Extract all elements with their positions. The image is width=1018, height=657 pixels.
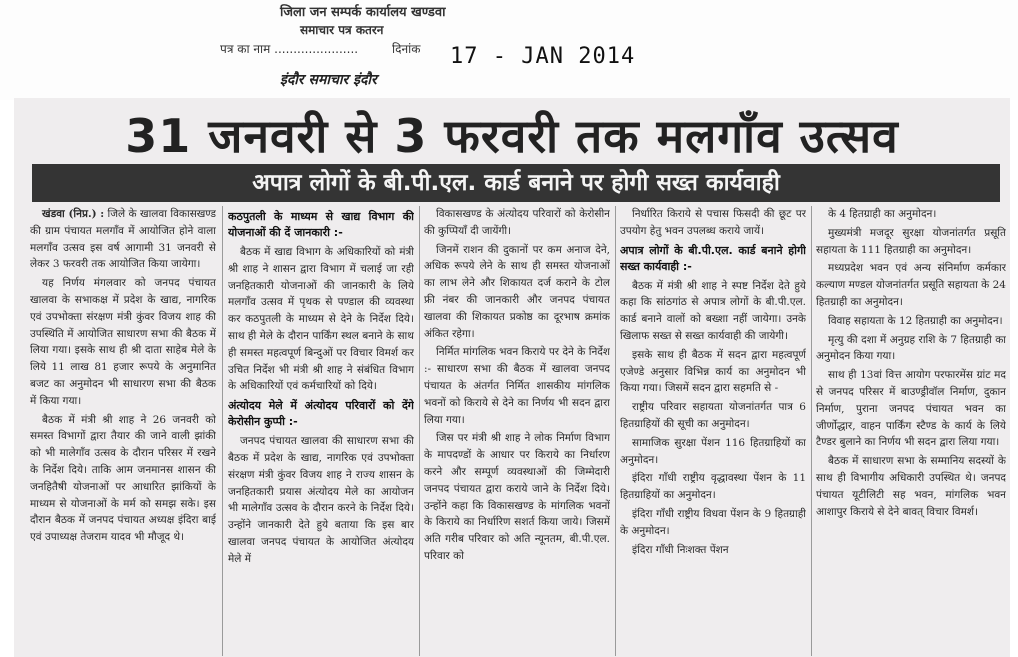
paragraph: इंदिरा गाँधी निःशक्त पेंशन bbox=[632, 543, 729, 556]
stamp-newspaper-label: पत्र का नाम ...................... bbox=[220, 42, 359, 56]
paragraph: मृत्यु की दशा में अनुग्रह राशि के 7 हितग्राही का अनुमोदन किया गया। bbox=[816, 333, 1006, 363]
paragraph: जिले के खालवा विकासखण्ड की ग्राम पंचायत मलगाँव में आयोजित होने वाला मलगाँव उत्सव इस वर्ष आगामी 31 जनवरी से लेकर 3 फरवरी तक आयोजित किया जायेगा। bbox=[30, 208, 216, 271]
paragraph: इसके साथ ही बैठक में सदन द्वारा महत्वपूर्ण एजेण्डे अनुसार विभिन्न कार्य का अनुमोदन भी किया गया। जिसमें सदन द्वारा सहमति से - bbox=[620, 348, 806, 395]
paragraph: इंदिरा गाँधी राष्ट्रीय वृद्धावस्था पेंशन के 11 हितग्राहियों का अनुमोदन। bbox=[620, 472, 806, 502]
section-heading: अंत्योदय मेले में अंत्योदय परिवारों को देंगे केरोसीन कुप्पी :- bbox=[228, 399, 414, 429]
column-divider bbox=[419, 206, 420, 656]
paragraph: राष्ट्रीय परिवार सहायता योजनांतर्गत पात्र 6 हितग्राहियों की सूची का अनुमोदन। bbox=[620, 401, 806, 430]
paragraph: बैठक में साधारण सभा के सम्मानिय सदस्यों के साथ ही विभागीय अधिकारी उपस्थित थे। जनपद पंचायत यूटीलिटी सह भवन, मांगलिक भवन आशापुर किराये से देने बावत् विचार विमर्श। bbox=[816, 455, 1006, 518]
article-column-2 bbox=[228, 206, 414, 656]
paragraph: जिस पर मंत्री श्री शाह ने लोक निर्माण विभाग के मापदण्डों के आधार पर किराये का निर्धारण करने और सम्पूर्ण व्यवस्थाओं की जिम्मेदारी जनपद पंचायत द्वारा कराये जाने के निर्देश दिये। उन्होंने कहा कि विकासखण्ड के मांगलिक भवनों के किराये का निर्धारिण सशर्त किया जाये। जिसमें अति गरीब परिवार को अति न्यूनतम, बी.पी.एल. परिवार को bbox=[424, 432, 610, 562]
paragraph: जिनमें राशन की दुकानों पर कम अनाज देने, अधिक रूपये लेने के साथ ही समस्त योजनाओं का लाभ लेने और शिकायत दर्ज कराने के टोल फ्री नंबर की जानकारी और जनपद पंचायत खालवा की शिकायत प्रकोष्ठ का दूरभाष क्रमांक अंकित रहेगा। bbox=[424, 243, 610, 340]
paragraph: मुख्यमंत्री मजदूर सुरक्षा योजनांतर्गत प्रसूति सहायता के 111 हितग्राही का अनुमोदन। bbox=[816, 226, 1006, 256]
dateline: खंडवा (निप्र.) : bbox=[42, 208, 105, 220]
clipping-header-paper bbox=[0, 0, 1018, 100]
paragraph: इंदिरा गाँधी राष्ट्रीय विधवा पेंशन के 9 हितग्राही के अनुमोदन। bbox=[620, 507, 806, 537]
article-column-5 bbox=[816, 206, 1006, 656]
column-divider bbox=[811, 206, 812, 656]
paragraph: यह निर्णय मंगलवार को जनपद पंचायत खालवा के सभाकक्ष में प्रदेश के खाद्य, नागरिक एवं उपभोक्ता संरक्षण मंत्री कुंवर विजय शाह की उपस्थिति में आयोजित साधारण सभा की बैठक में लिया गया। इसके साथ ही श्री दाता साहेब मेले के लिये 11 लाख 81 हजार रूपये के अनुमानित बजट का अनुमोदन भी साधारण सभा की बैठक में किया गया। bbox=[30, 277, 216, 407]
section-heading: अपात्र लोगों के बी.पी.एल. कार्ड बनाने होगी सख्त कार्यवाही :- bbox=[620, 243, 806, 273]
paragraph: निर्मित मांगलिक भवन किराये पर देने के निर्देश :- साधारण सभा की बैठक में खालवा जनपद पंचायत के अंतर्गत निर्मित शासकीय मांगलिक भवनों को किराये से देने का निर्णय भी सदन द्वारा लिया गया। bbox=[424, 346, 610, 426]
column-divider bbox=[615, 206, 616, 656]
article-headline: 31 जनवरी से 3 फरवरी तक मलगाँव उत्सव bbox=[125, 109, 899, 163]
paragraph: साथ ही 13वां वित्त आयोग परफारमेंस ग्रांट मद से जनपद परिसर में बाउण्ड्रीवॉल निर्माण, दुकान निर्माण, पुराना जनपद पंचायत भवन का जीर्णोद्धार, वाहन पार्किंग स्टैण्ड के कार्य के लिये टैण्डर बुलाने का निर्णय भी सदन द्वारा लिया गया। bbox=[816, 369, 1006, 449]
article-columns bbox=[30, 206, 1006, 656]
paragraph: जनपद पंचायत खालवा की साधारण सभा की बैठक में प्रदेश के खाद्य, नागरिक एवं उपभोक्ता संरक्षण मंत्री कुंवर विजय शाह ने राज्य शासन के जनहितकारी प्रयास अंत्योदय मेले का आयोजन भी मालेगाँव उत्सव के दौरान करने के निर्देश दिये। उन्होंने जानकारी देते हुये बताया कि इस बार खालवा जनपद पंचायत के आयोजित अंत्योदय मेले में bbox=[228, 435, 414, 565]
stamp-date-label: दिनांक bbox=[392, 42, 421, 56]
stamp-newspaper-name: इंदौर समाचार इंदौर bbox=[280, 72, 377, 88]
article-column-1 bbox=[30, 206, 216, 656]
article-subheadline: अपात्र लोगों के बी.पी.एल. कार्ड बनाने पर होगी सख्त कार्यवाही bbox=[32, 164, 1000, 202]
paragraph: विकासखण्ड के अंत्योदय परिवारों को केरोसीन की कुप्पियाँ दी जायेंगी। bbox=[424, 208, 610, 237]
stamp-section: समाचार पत्र कतरन bbox=[300, 23, 384, 37]
newspaper-clipping bbox=[14, 98, 1010, 657]
column-divider bbox=[222, 206, 223, 656]
stamp-office: जिला जन सम्पर्क कार्यालय खण्डवा bbox=[280, 5, 446, 20]
paragraph: निर्धारित किराये से पचास फिसदी की छूट पर उपयोग हेतु भवन उपलब्ध कराये जायें। bbox=[620, 208, 806, 237]
article-column-3 bbox=[424, 206, 610, 656]
paragraph: बैठक में खाद्य विभाग के अधिकारियों को मंत्री श्री शाह ने शासन द्वारा विभाग में चलाई जा रही जनहितकारी योजनाओं की जानकारी के लिये मलगाँव उत्सव में पृथक से पण्डाल की व्यवस्था कर कठपुतली के माध्यम से देने के निर्देश दिये। साथ ही मेले के दौरान पार्किंग स्थल बनाने के साथ ही समस्त महत्वपूर्ण बिन्दुओं पर विचार विमर्श कर उचित निर्देश भी मंत्री श्री शाह ने संबंधित विभाग के अधिकारियों एवं कर्मचारियों को दिये। bbox=[228, 246, 414, 393]
date-stamp: 17 - JAN 2014 bbox=[450, 44, 636, 69]
paragraph: मध्यप्रदेश भवन एवं अन्य संनिर्माण कर्मकार कल्याण मण्डल योजनांतर्गत प्रसूति सहायता के 24 हितग्राही का अनुमोदन। bbox=[816, 262, 1006, 308]
paragraph: बैठक में मंत्री श्री शाह ने स्पष्ट निर्देश देते हुये कहा कि सांठगांठ से अपात्र लोगों के बी.पी.एल. कार्ड बनाने वालों को बख्शा नहीं जायेगा। उनके खिलाफ सख्त से सख्त कार्यवाही की जायेगी। bbox=[620, 279, 806, 342]
paragraph: बैठक में मंत्री श्री शाह ने 26 जनवरी को समस्त विभागों द्वारा तैयार की जाने वाली झांकी को भी मालेगाँव उत्सव के दौरान परिसर में रखने के निर्देश दिये। ताकि आम जनमानस शासन की जनहितैषी योजनाओं पर आधारित झांकियों के माध्यम से योजनाओं के मर्म को समझ सके। इस दौरान बैठक में जनपद पंचायत अध्यक्ष इंदिरा बाई एवं उपाध्यक्ष तेजराम यादव भी मौजूद थे। bbox=[30, 413, 216, 544]
paragraph: विवाह सहायता के 12 हितग्राही का अनुमोदन। bbox=[828, 314, 1003, 327]
paragraph: सामाजिक सुरक्षा पेंशन 116 हितग्राहियों का अनुमोदन। bbox=[620, 436, 806, 466]
paragraph: के 4 हितग्राही का अनुमोदन। bbox=[828, 208, 937, 220]
section-heading: कठपुतली के माध्यम से खाद्य विभाग की योजनाओं की दें जानकारी :- bbox=[228, 210, 414, 239]
article-column-4 bbox=[620, 206, 806, 656]
